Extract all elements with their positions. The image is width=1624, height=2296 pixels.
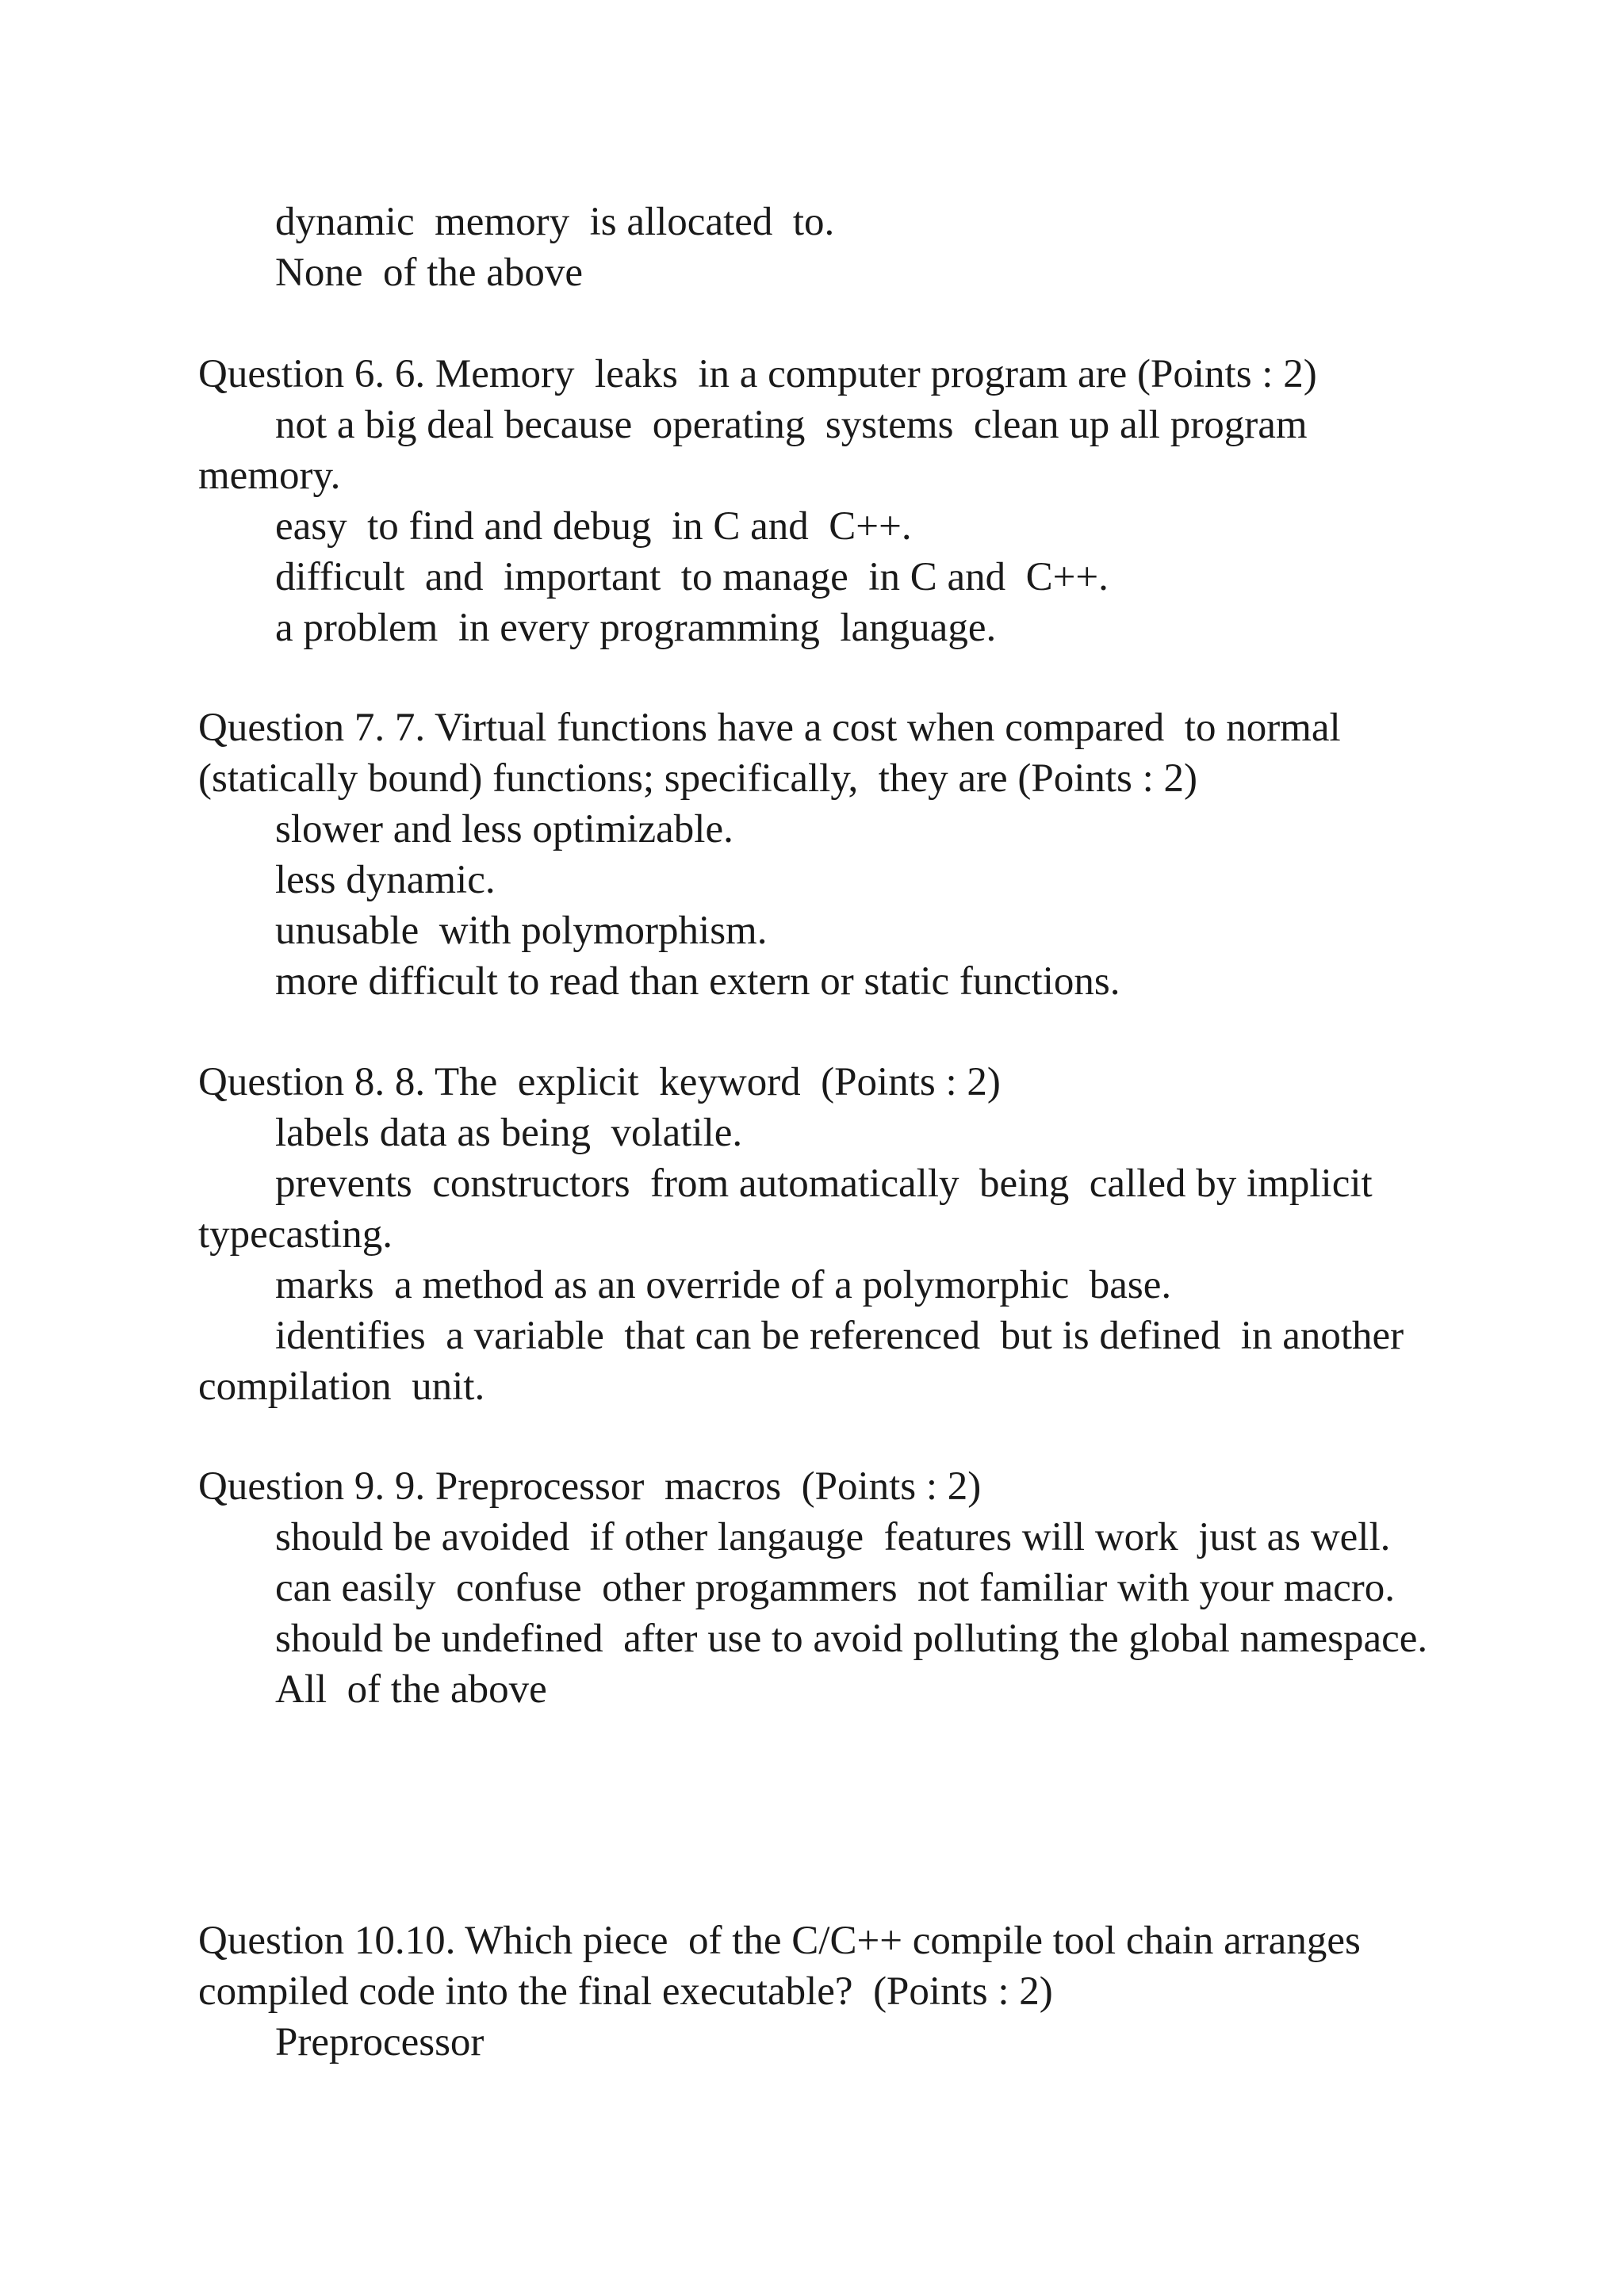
answer-option: dynamic memory is allocated to.: [275, 200, 835, 244]
answer-option: more difficult to read than extern or static functions.: [275, 959, 1120, 1004]
question-prompt: Question 8. 8. The explicit keyword (Points : 2): [198, 1060, 1001, 1104]
question-prompt: Question 9. 9. Preprocessor macros (Points : 2): [198, 1464, 982, 1509]
answer-option: difficult and important to manage in C and C++.: [275, 555, 1109, 599]
question-8: [198, 1057, 1435, 1412]
answer-option: slower and less optimizable.: [275, 807, 733, 851]
answer-option: prevents constructors from automatically being called by implicit typecasting.: [198, 1161, 1383, 1257]
question-6: [198, 349, 1435, 653]
answer-option: can easily confuse other progammers not familiar with your macro.: [275, 1566, 1395, 1610]
answer-option: Preprocessor: [275, 2020, 485, 2064]
answer-option: should be undefined after use to avoid polluting the global namespace.: [275, 1617, 1428, 1661]
question-10: [198, 1915, 1435, 2068]
answer-option: less dynamic.: [275, 858, 496, 902]
question-prompt: Question 6. 6. Memory leaks in a computer program are (Points : 2): [198, 352, 1317, 396]
answer-option: unusable with polymorphism.: [275, 909, 768, 953]
question-prompt: Question 7. 7. Virtual functions have a cost when compared to normal (statically bound) functions; specifically, they are (Points : 2): [198, 706, 1351, 801]
answer-option: All of the above: [275, 1667, 547, 1712]
answer-option: None of the above: [275, 251, 584, 295]
question-prompt: Question 10.10. Which piece of the C/C++ compile tool chain arranges compiled code into the final executable? (Points : 2): [198, 1919, 1381, 2014]
answer-option: identifies a variable that can be referenced but is defined in another compilation unit.: [198, 1314, 1424, 1409]
answer-option: not a big deal because operating systems clean up all program memory.: [198, 403, 1318, 498]
answer-option: marks a method as an override of a polymorphic base.: [275, 1263, 1172, 1307]
answer-option: labels data as being volatile.: [275, 1111, 743, 1155]
answer-option: a problem in every programming language.: [275, 606, 997, 650]
continued-options: [198, 197, 1435, 298]
question-9: [198, 1461, 1435, 1715]
question-7: [198, 702, 1435, 1007]
answer-option: easy to find and debug in C and C++.: [275, 504, 912, 549]
answer-option: should be avoided if other langauge features will work just as well.: [275, 1515, 1391, 1559]
